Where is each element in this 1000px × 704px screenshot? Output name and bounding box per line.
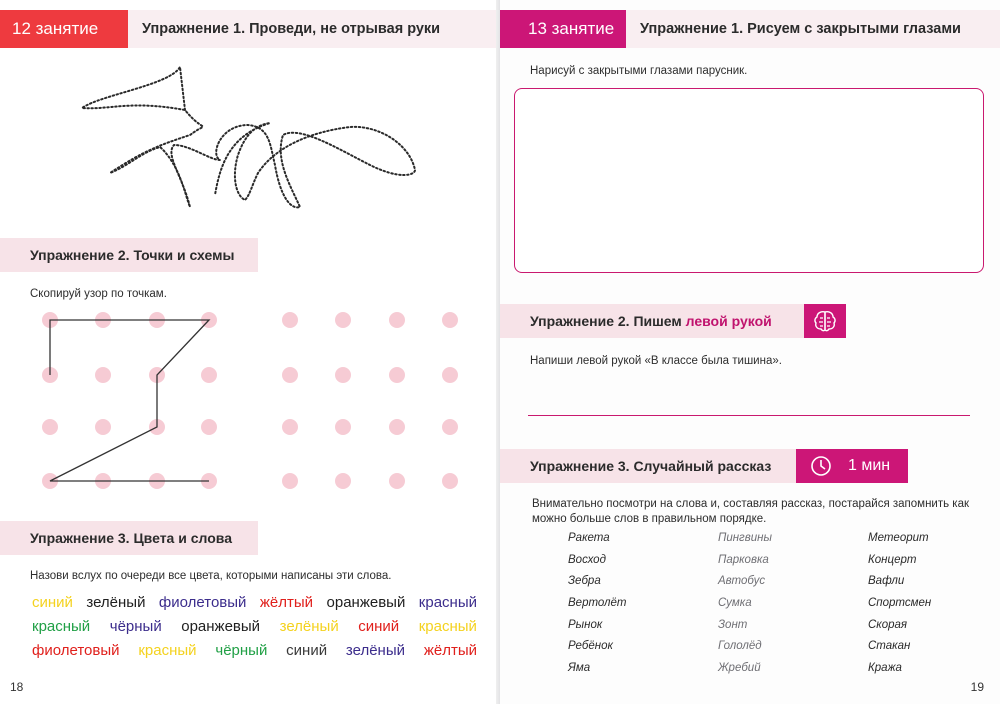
color-word: фиолетовый xyxy=(32,642,120,659)
color-word: оранжевый xyxy=(181,618,261,635)
drawing-frame[interactable] xyxy=(514,88,984,273)
color-word: зелёный xyxy=(345,642,405,659)
grid-dot xyxy=(389,473,405,489)
instruction-text: Внимательно посмотри на слова и, составляя рассказ, постарайся запомнить как можно больше слов в правильном порядке. xyxy=(532,498,970,525)
story-word: Восход xyxy=(568,553,606,566)
exercise-title-plain: Упражнение 2. Пишем xyxy=(530,313,682,329)
exercise-title: Упражнение 1. Проведи, не отрывая руки xyxy=(128,10,496,48)
grid-dot xyxy=(389,419,405,435)
exercise-title: Упражнение 3. Случайный рассказ xyxy=(500,449,796,483)
grid-dot xyxy=(282,367,298,383)
sample-pattern-line xyxy=(50,320,209,481)
lesson-badge: 12 занятие xyxy=(0,10,128,48)
word-column xyxy=(568,532,627,684)
writing-line[interactable] xyxy=(528,415,970,416)
color-word: жёлтый xyxy=(259,594,314,611)
color-word: красный xyxy=(138,642,197,659)
story-word: Ребёнок xyxy=(568,640,613,653)
color-word-row xyxy=(32,642,477,659)
word-column xyxy=(868,532,931,684)
dot-grid-pattern[interactable] xyxy=(0,300,496,500)
grid-dot xyxy=(335,312,351,328)
grid-dot xyxy=(335,473,351,489)
story-word: Парковка xyxy=(718,553,769,566)
instruction-text: Скопируй узор по точкам. xyxy=(30,288,167,300)
story-word: Автобус xyxy=(718,575,766,588)
story-word: Концерт xyxy=(868,553,917,566)
color-word: зелёный xyxy=(86,594,146,611)
story-word: Метеорит xyxy=(868,532,929,544)
clock-icon xyxy=(810,455,832,477)
color-word: красный xyxy=(418,594,477,611)
story-word: Сумка xyxy=(718,597,752,610)
color-word: чёрный xyxy=(215,642,268,659)
grid-dot xyxy=(335,419,351,435)
grid-dot xyxy=(282,312,298,328)
grid-dot xyxy=(389,312,405,328)
story-word: Жребий xyxy=(718,662,761,675)
grid-dot xyxy=(389,367,405,383)
story-word: Яма xyxy=(568,662,591,675)
grid-dot xyxy=(201,367,217,383)
timer-badge xyxy=(796,449,908,483)
story-word: Рынок xyxy=(568,618,603,631)
color-word: синий xyxy=(32,594,73,611)
color-word: фиолетовый xyxy=(158,594,247,611)
exercise-title: Упражнение 2. Точки и схемы xyxy=(0,238,258,272)
trace-line-drawing[interactable] xyxy=(70,55,430,215)
grid-dot xyxy=(282,473,298,489)
grid-dot xyxy=(95,419,111,435)
exercise-title-accent: левой рукой xyxy=(685,313,772,329)
color-word: зелёный xyxy=(279,618,339,635)
right-page xyxy=(500,0,1000,704)
grid-dot xyxy=(282,419,298,435)
page-number: 18 xyxy=(10,680,24,694)
exercise-title xyxy=(500,304,804,338)
color-word: красный xyxy=(418,618,477,635)
grid-dot xyxy=(442,419,458,435)
grid-dot xyxy=(42,419,58,435)
exercise-title: Упражнение 3. Цвета и слова xyxy=(0,521,258,555)
grid-dot xyxy=(442,367,458,383)
story-word: Ракета xyxy=(568,532,610,544)
color-word: красный xyxy=(32,618,91,635)
story-word: Спортсмен xyxy=(868,597,932,610)
instruction-text: Напиши левой рукой «В классе была тишина». xyxy=(530,355,782,367)
word-column xyxy=(718,532,772,684)
grid-dot xyxy=(335,367,351,383)
brain-icon xyxy=(804,304,846,338)
lesson-badge: 13 занятие xyxy=(500,10,626,48)
story-word: Гололёд xyxy=(718,640,762,653)
color-word: синий xyxy=(358,618,400,635)
grid-dot xyxy=(95,367,111,383)
grid-dot xyxy=(442,473,458,489)
story-word: Кража xyxy=(868,662,902,675)
story-word: Зонт xyxy=(718,618,748,631)
story-word: Зебра xyxy=(568,575,601,588)
grid-dot xyxy=(201,419,217,435)
left-page xyxy=(0,0,496,704)
color-word: синий xyxy=(286,642,328,659)
color-word: оранжевый xyxy=(326,594,406,611)
color-word-row xyxy=(32,594,477,611)
story-word: Стакан xyxy=(868,640,911,653)
grid-dot xyxy=(442,312,458,328)
color-word: жёлтый xyxy=(423,642,477,659)
instruction-text: Назови вслух по очереди все цвета, которыми написаны эти слова. xyxy=(30,570,392,582)
timer-label: 1 мин xyxy=(848,457,891,474)
color-word-row xyxy=(32,618,477,635)
color-word: чёрный xyxy=(109,618,162,635)
story-word: Скорая xyxy=(868,618,908,631)
instruction-text: Нарисуй с закрытыми глазами парусник. xyxy=(530,65,748,77)
story-word: Пингвины xyxy=(718,532,772,544)
exercise-title: Упражнение 1. Рисуем с закрытыми глазами xyxy=(626,10,1000,48)
story-word: Вафли xyxy=(868,575,905,588)
page-number: 19 xyxy=(970,680,984,694)
story-word: Вертолёт xyxy=(568,597,627,610)
